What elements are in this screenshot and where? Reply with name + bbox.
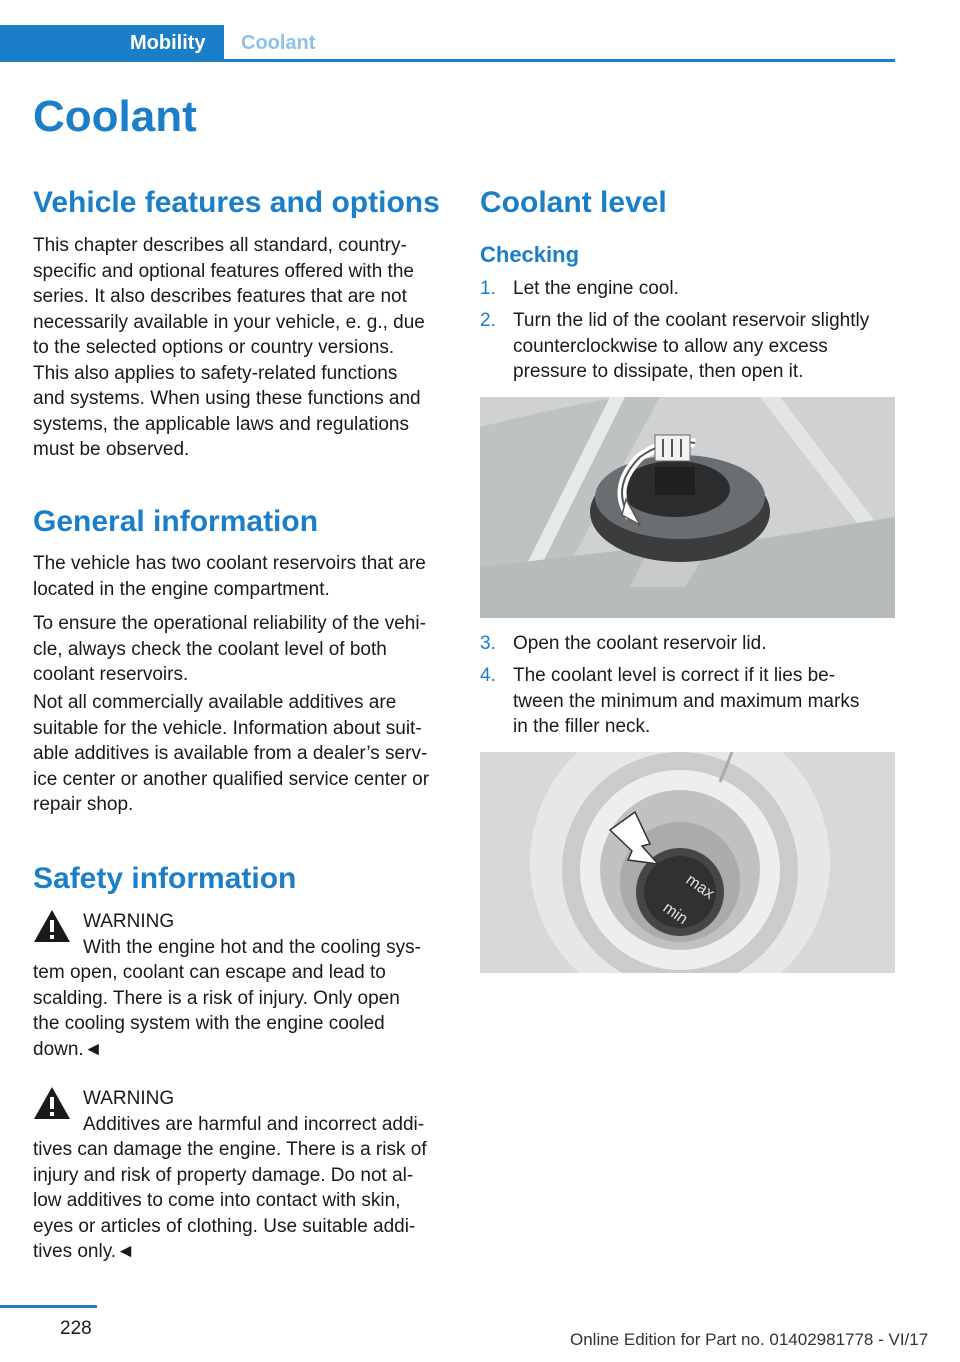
figure-filler-neck <box>480 752 895 973</box>
step-text: Let the engine cool. <box>513 278 679 299</box>
heading-coolant-level: Coolant level <box>480 186 667 219</box>
warning-block-hot-engine <box>33 909 447 1069</box>
page-number: 228 <box>60 1318 92 1339</box>
warning-text: With the engine hot and the cooling sys- tem open, coolant can escape and lead to scalding. There is a risk of injury. Only open the cooling system with the engine cooled down.◄ <box>33 936 421 1060</box>
warning-block-additives <box>33 1086 447 1276</box>
figure-reservoir-lid <box>480 397 895 618</box>
step-text: Turn the lid of the coolant reservoir slightly counterclockwise to allow any excess pressure to dissipate, then open it. <box>513 310 870 382</box>
step-text: The coolant level is correct if it lies be- tween the minimum and maximum marks in the filler neck. <box>513 665 860 737</box>
step-item <box>480 308 900 388</box>
tab-mobility[interactable]: Mobility <box>0 25 224 62</box>
filler-neck-illustration <box>480 752 895 973</box>
max-mark-label: max <box>682 871 718 903</box>
warning-title: WARNING <box>83 1088 175 1109</box>
step-item <box>480 663 900 743</box>
tab-coolant[interactable]: Coolant <box>241 32 316 54</box>
step-number: 3. <box>480 633 496 654</box>
step-number: 1. <box>480 278 496 299</box>
edition-note: Online Edition for Part no. 01402981778 - VI/17 <box>570 1330 929 1349</box>
reservoir-lid-illustration <box>480 397 895 618</box>
step-item <box>480 631 900 659</box>
heading-safety-information: Safety information <box>33 862 297 895</box>
paragraph-general-2: To ensure the operational reliability of the vehi- cle, always check the coolant level of both coolant reservoirs. <box>33 613 426 685</box>
warning-title: WARNING <box>83 911 175 932</box>
step-item <box>480 276 900 304</box>
heading-general-information: General information <box>33 505 319 538</box>
step-number: 4. <box>480 665 496 686</box>
step-number: 2. <box>480 310 496 331</box>
min-mark-label: min <box>659 899 691 929</box>
footer-rule <box>0 1305 97 1308</box>
paragraph-general-3: Not all commercially available additives are suitable for the vehicle. Information about suit- able additives is available from a dealer’s serv- ice center or another qualified service center or repair shop. <box>33 692 430 815</box>
warning-text: Additives are harmful and incorrect addi- tives can damage the engine. There is a risk of injury and risk of property damage. Do not al- low additives to come into contact with skin, eyes or articles of clothing. Use suitable addi- tives only.◄ <box>33 1113 427 1262</box>
page-header <box>0 25 895 61</box>
paragraph-general-1: The vehicle has two coolant reservoirs that are located in the engine compartment. <box>33 553 426 600</box>
step-text: Open the coolant reservoir lid. <box>513 633 767 654</box>
heading-vehicle-features: Vehicle features and options <box>33 186 440 219</box>
paragraph-vehicle-features: This chapter describes all standard, country- specific and optional features offered with the series. It also describes features that are not necessarily available in your vehicle, e. g., due to the selected options or country versions. This also applies to safety-related functions and systems. When using these functions and systems, the applicable laws and regulations must be observed. <box>33 235 425 460</box>
subheading-checking: Checking <box>480 242 580 267</box>
page-title: Coolant <box>33 92 197 141</box>
